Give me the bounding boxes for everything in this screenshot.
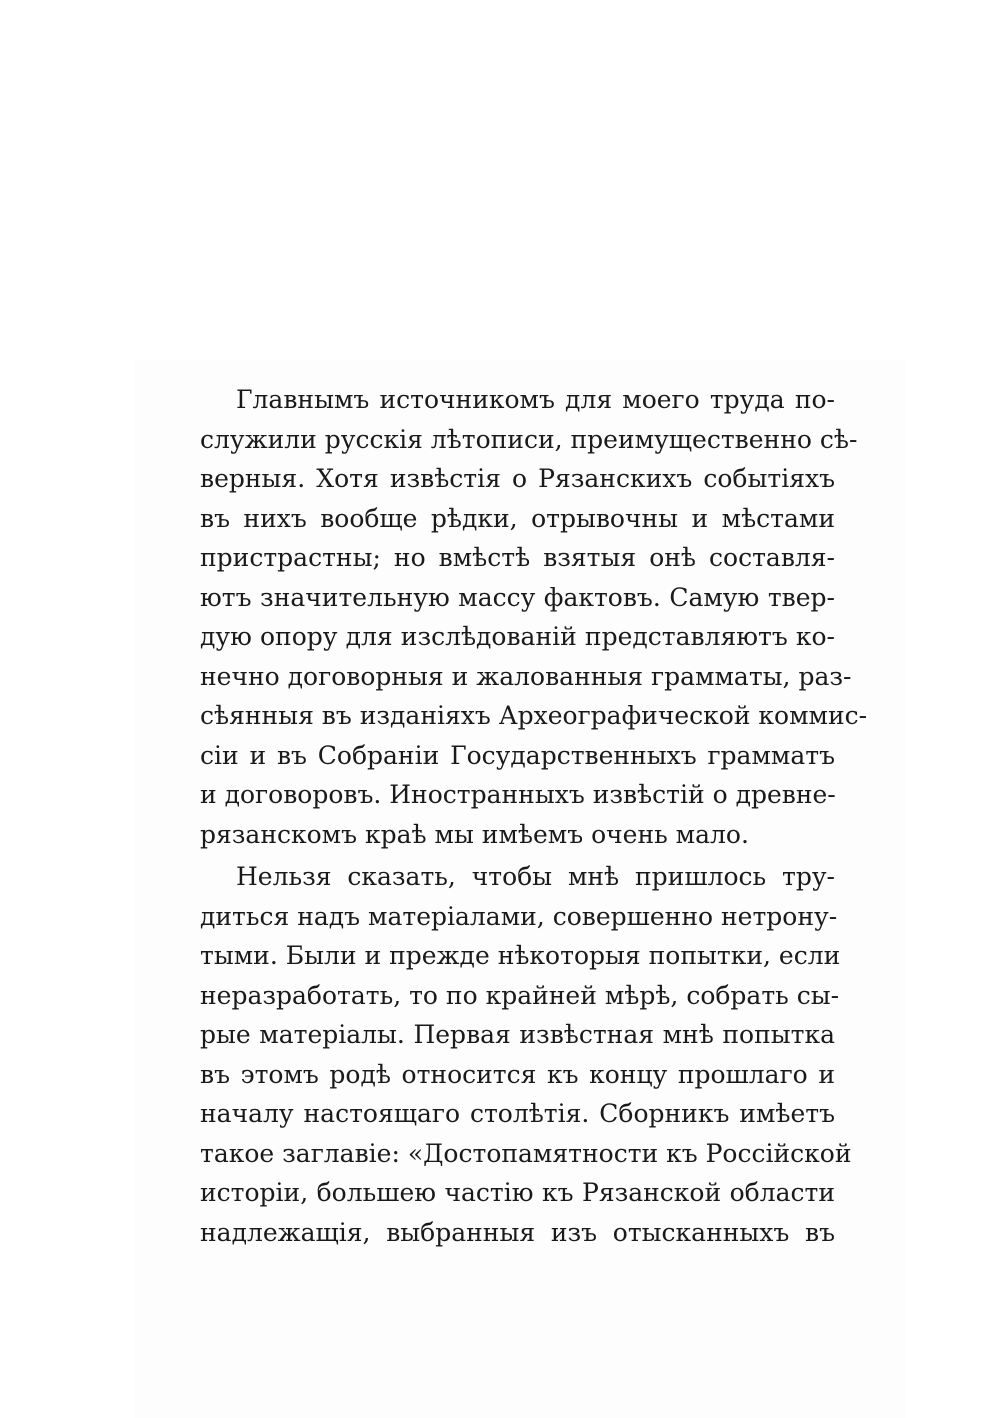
text-line: началу настоящаго столѣтія. Сборникъ имѣетъ bbox=[200, 1099, 835, 1128]
text-line: сѣянныя въ изданіяхъ Археографической коммис- bbox=[200, 701, 868, 730]
text-line: служили русскія лѣтописи, преимущественно сѣ- bbox=[200, 424, 858, 454]
text-line: нечно договорныя и жалованныя грамматы, раз- bbox=[200, 661, 852, 691]
text-line: въ нихъ вообще рѣдки, отрывочны и мѣстами bbox=[200, 503, 835, 533]
text-line: рязанскомъ краѣ мы имѣемъ очень мало. bbox=[200, 819, 749, 849]
text-line: Нельзя сказать, чтобы мнѣ пришлось тру- bbox=[236, 862, 835, 891]
text-line: надлежащія, выбранныя изъ отысканныхъ въ bbox=[200, 1217, 835, 1247]
text-line: въ этомъ родѣ относится къ концу прошлаго и bbox=[200, 1059, 835, 1089]
text-line: рые матеріалы. Первая извѣстная мнѣ попытка bbox=[200, 1020, 835, 1049]
text-line: дую опору для изслѣдованій представляютъ ко- bbox=[200, 622, 835, 651]
text-line: исторіи, большею частію къ Рязанской области bbox=[200, 1178, 835, 1207]
text-line: Главнымъ источникомъ для моего труда по- bbox=[236, 385, 835, 414]
paragraph-2 bbox=[200, 857, 852, 1252]
text-line: пристрастны; но вмѣстѣ взятыя онѣ составля- bbox=[200, 543, 835, 572]
text-line: такое заглавіе: «Достопамятности къ Россійской bbox=[200, 1138, 852, 1168]
body-text bbox=[200, 380, 868, 1252]
text-line: сіи и въ Собраніи Государственныхъ грамматъ bbox=[200, 740, 835, 770]
text-line: ютъ значительную массу фактовъ. Самую твер- bbox=[200, 582, 835, 612]
text-line: неразработать, то по крайней мѣрѣ, собрать сы- bbox=[200, 980, 840, 1010]
text-line: диться надъ матеріалами, совершенно нетрону- bbox=[200, 901, 838, 931]
text-line: верныя. Хотя извѣстія о Рязанскихъ событіяхъ bbox=[200, 464, 835, 493]
text-line: тыми. Были и прежде нѣкоторыя попытки, если bbox=[200, 941, 841, 970]
paragraph-1 bbox=[200, 380, 868, 854]
text-line: и договоровъ. Иностранныхъ извѣстій о древне- bbox=[200, 780, 836, 809]
